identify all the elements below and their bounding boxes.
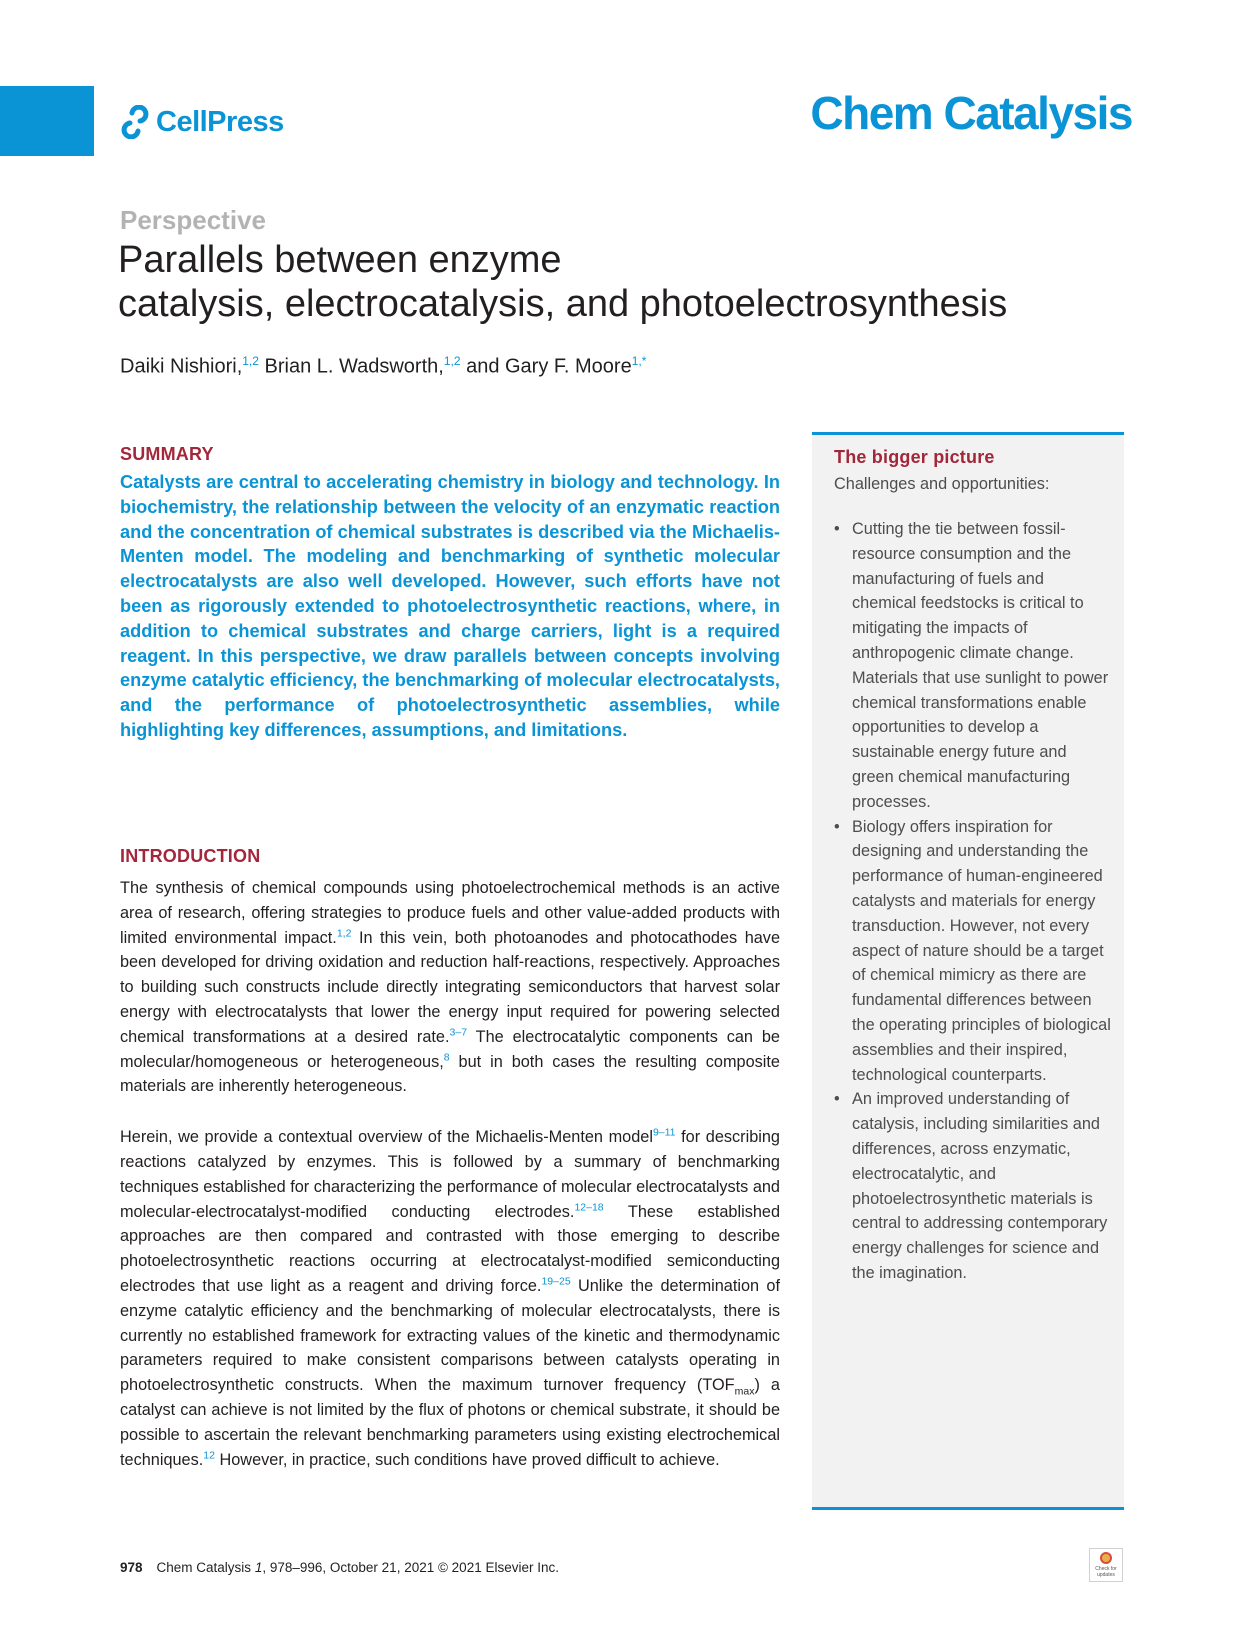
update-badge-icon bbox=[1100, 1552, 1112, 1564]
author-affiliation[interactable]: 1,2 bbox=[443, 354, 461, 368]
paragraph-text: The synthesis of chemical compounds using photoelectrochemical methods is an active area of research, offering strategies to produce fuels and other value-added products with limited environmental impact. bbox=[120, 879, 780, 947]
article-title bbox=[118, 238, 1158, 326]
badge-caption: Check for updates bbox=[1095, 1566, 1117, 1578]
intro-paragraph-1 bbox=[120, 876, 780, 1099]
article-type: Perspective bbox=[120, 205, 266, 235]
cellpress-link-icon bbox=[118, 105, 152, 139]
paragraph-text: but in both cases the resulting composite materials are inherently heterogeneous. bbox=[120, 1052, 780, 1096]
introduction-heading: INTRODUCTION bbox=[120, 846, 261, 866]
footer-journal: Chem Catalysis bbox=[156, 1560, 252, 1575]
citation-ref[interactable]: 19–25 bbox=[541, 1275, 571, 1288]
list-item: • An improved understanding of catalysis, including similarities and differences, across enzymatic, electrocatalytic, and photoelectrosynthetic materials is central to addressing contemporary energy challenges for science and the imagination. bbox=[834, 1087, 1112, 1285]
introduction-body bbox=[120, 876, 780, 1498]
paragraph-text: for describing reactions catalyzed by enzymes. This is followed by a summary of benchmarking techniques established for characterizing the performance of molecular electrocatalysts and molecular-electrocatalyst-modified conducting electrodes. bbox=[120, 1128, 780, 1221]
author-affiliation[interactable]: 1,* bbox=[631, 354, 647, 368]
bigger-picture-box bbox=[812, 432, 1124, 1510]
paragraph-text: Unlike the determination of enzyme catalytic efficiency and the benchmarking of molecular electrocatalysts, there is currently no established framework for extracting values of the kinetic and thermodynamic parameters required to make consistent comparisons between catalysts operating in photoelectrosynthetic constructs. When the maximum turnover frequency (TOF bbox=[120, 1276, 780, 1395]
list-item: • Biology offers inspiration for designing and understanding the performance of human-engineered catalysts and materials for energy transduction. However, not every aspect of nature should be a target of chemical mimicry as there are fundamental differences between the operating principles of biological assemblies and their inspired, technological counterparts. bbox=[834, 815, 1112, 1088]
intro-paragraph-2 bbox=[120, 1125, 780, 1472]
paragraph-text: Herein, we provide a contextual overview of the Michaelis-Menten model bbox=[120, 1128, 653, 1147]
citation-ref[interactable]: 12–18 bbox=[574, 1201, 604, 1214]
journal-title[interactable]: Chem Catalysis bbox=[810, 87, 1132, 139]
citation-ref[interactable]: 9–11 bbox=[652, 1126, 676, 1139]
author-affiliation[interactable]: 1,2 bbox=[242, 354, 259, 368]
bigger-picture-heading: The bigger picture bbox=[834, 447, 995, 467]
paragraph-text: The electrocatalytic components can be molecular/homogeneous or heterogeneous, bbox=[120, 1027, 780, 1071]
author-name[interactable]: and Gary F. Moore bbox=[466, 355, 632, 378]
author-list bbox=[120, 354, 646, 379]
check-for-updates-button[interactable] bbox=[1089, 1548, 1123, 1582]
list-item: • Cutting the tie between fossil-resource consumption and the manufacturing of fuels and chemical feedstocks is critical to mitigating the impacts of anthropogenic climate change. Materials that use sunlight to power chemical transformations enable opportunities to develop a sustainable energy future and green chemical manufacturing processes. bbox=[834, 517, 1112, 815]
author-name[interactable]: Brian L. Wadsworth, bbox=[264, 355, 444, 378]
paragraph-text: However, in practice, such conditions have proved difficult to achieve. bbox=[214, 1450, 720, 1469]
subscript-max: max bbox=[734, 1385, 755, 1398]
summary-text: Catalysts are central to accelerating chemistry in biology and technology. In biochemistry, the relationship between the velocity of an enzymatic reaction and the concentration of chemical substrates is described via the Michaelis-Menten model. The modeling and benchmarking of synthetic molecular electrocatalysts are also well developed. However, such efforts have not been as rigorously extended to photoelectrosynthetic reactions, where, in addition to chemical substrates and charge carriers, light is a required reagent. In this perspective, we draw parallels between concepts involving enzyme catalytic efficiency, the benchmarking of molecular electrocatalysts, and the performance of photoelectrosynthetic assemblies, while highlighting key differences, assumptions, and limitations. bbox=[120, 472, 780, 740]
summary-heading: SUMMARY bbox=[120, 444, 214, 464]
paragraph-text: In this vein, both photoanodes and photocathodes have been developed for driving oxidation and reduction half-reactions, respectively. Approaches to building such constructs include directly integrating semiconductors that harvest solar energy with electrocatalysts that lower the energy input required for powering selected chemical transformations at a desired rate. bbox=[120, 928, 780, 1046]
publisher-name: CellPress bbox=[156, 105, 284, 138]
citation-ref[interactable]: 12 bbox=[203, 1449, 215, 1462]
cellpress-logo[interactable] bbox=[118, 104, 284, 140]
footer-citation: , 978–996, October 21, 2021 © 2021 Elsevier Inc. bbox=[262, 1560, 559, 1575]
citation-ref[interactable]: 1,2 bbox=[336, 927, 352, 940]
page-number: 978 bbox=[120, 1560, 143, 1575]
bigger-picture-subheading: Challenges and opportunities: bbox=[834, 475, 1050, 493]
page-footer bbox=[120, 1560, 559, 1575]
paragraph-text: ) a catalyst can achieve is not limited by the flux of photons or chemical substrate, it should be possible to ascertain the relevant benchmarking parameters using existing electrochemical techniques. bbox=[120, 1376, 780, 1469]
paragraph-text: These established approaches are then compared and contrasted with those emerging to describe photoelectrosynthetic reactions occurring at electrocatalyst-modified semiconducting electrodes that use light as a reagent and driving force. bbox=[120, 1202, 781, 1295]
title-line-2: catalysis, electrocatalysis, and photoelectrosynthesis bbox=[118, 283, 1008, 325]
citation-ref[interactable]: 3–7 bbox=[449, 1026, 468, 1039]
citation-ref[interactable]: 8 bbox=[443, 1051, 450, 1064]
bigger-picture-list bbox=[834, 517, 1112, 1286]
footer-volume: 1 bbox=[254, 1560, 263, 1575]
title-line-1: Parallels between enzyme bbox=[118, 239, 562, 281]
author-name[interactable]: Daiki Nishiori, bbox=[120, 355, 243, 378]
brand-color-tab bbox=[0, 86, 94, 156]
